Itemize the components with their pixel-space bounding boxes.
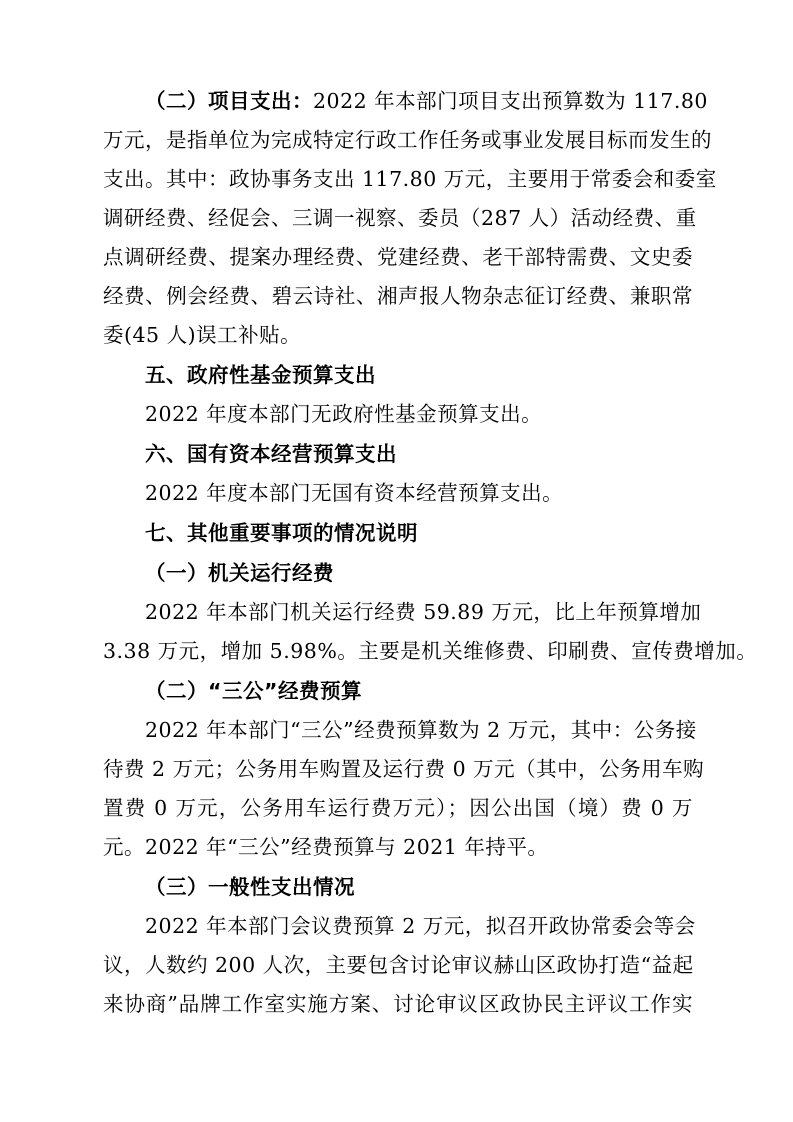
project-expense-line-3: 支出。其中：政协事务支出 117.80 万元，主要用于常委会和委室 xyxy=(103,167,717,191)
project-expense-line-5: 点调研经费、提案办理经费、党建经费、老干部特需费、文史委 xyxy=(103,245,693,269)
section-7-2-line-4: 元。2022 年“三公”经费预算与 2021 年持平。 xyxy=(103,835,549,859)
section-7-3-heading: （三）一般性支出情况 xyxy=(145,875,355,899)
section-7-1-line-1: 2022 年本部门机关运行经费 59.89 万元，比上年预算增加 xyxy=(145,600,702,624)
section-7-2-line-3: 置费 0 万元，公务用车运行费万元）；因公出国（境）费 0 万 xyxy=(103,796,693,820)
section-5-heading: 五、政府性基金预算支出 xyxy=(145,363,376,387)
section-7-1-heading: （一）机关运行经费 xyxy=(145,561,334,585)
section-6-text: 2022 年度本部门无国有资本经营预算支出。 xyxy=(145,481,564,505)
project-expense-line-4: 调研经费、经促会、三调一视察、委员（287 人）活动经费、重 xyxy=(103,206,697,230)
project-expense-line-6: 经费、例会经费、碧云诗社、湘声报人物杂志征订经费、兼职常 xyxy=(103,284,693,308)
project-expense-line-1-text: 2022 年本部门项目支出预算数为 117.80 xyxy=(313,89,708,113)
section-7-2-heading: （二）“三公”经费预算 xyxy=(145,679,362,703)
section-7-2-line-2: 待费 2 万元；公务用车购置及运行费 0 万元（其中，公务用车购 xyxy=(103,757,705,781)
project-expense-line-1 xyxy=(145,88,708,114)
section-7-1-line-2: 3.38 万元，增加 5.98%。主要是机关维修费、印刷费、宣传费增加。 xyxy=(103,639,758,663)
project-expense-line-2: 万元，是指单位为完成特定行政工作任务或事业发展目标而发生的 xyxy=(103,128,712,152)
section-7-3-line-2: 议，人数约 200 人次，主要包含讨论审议赫山区政协打造“益起 xyxy=(103,953,694,977)
section-5-text: 2022 年度本部门无政府性基金预算支出。 xyxy=(145,402,543,426)
project-expense-line-7: 委(45 人)误工补贴。 xyxy=(103,323,302,347)
section-7-2-line-1: 2022 年本部门“三公”经费预算数为 2 万元，其中：公务接 xyxy=(145,718,697,742)
section-7-3-line-1: 2022 年本部门会议费预算 2 万元，拟召开政协常委会等会 xyxy=(145,914,696,938)
project-expense-label: （二）项目支出： xyxy=(145,89,313,113)
section-6-heading: 六、国有资本经营预算支出 xyxy=(145,442,397,466)
section-7-3-line-3: 来协商”品牌工作室实施方案、讨论审议区政协民主评议工作实 xyxy=(103,992,693,1016)
section-7-heading: 七、其他重要事项的情况说明 xyxy=(145,521,418,545)
